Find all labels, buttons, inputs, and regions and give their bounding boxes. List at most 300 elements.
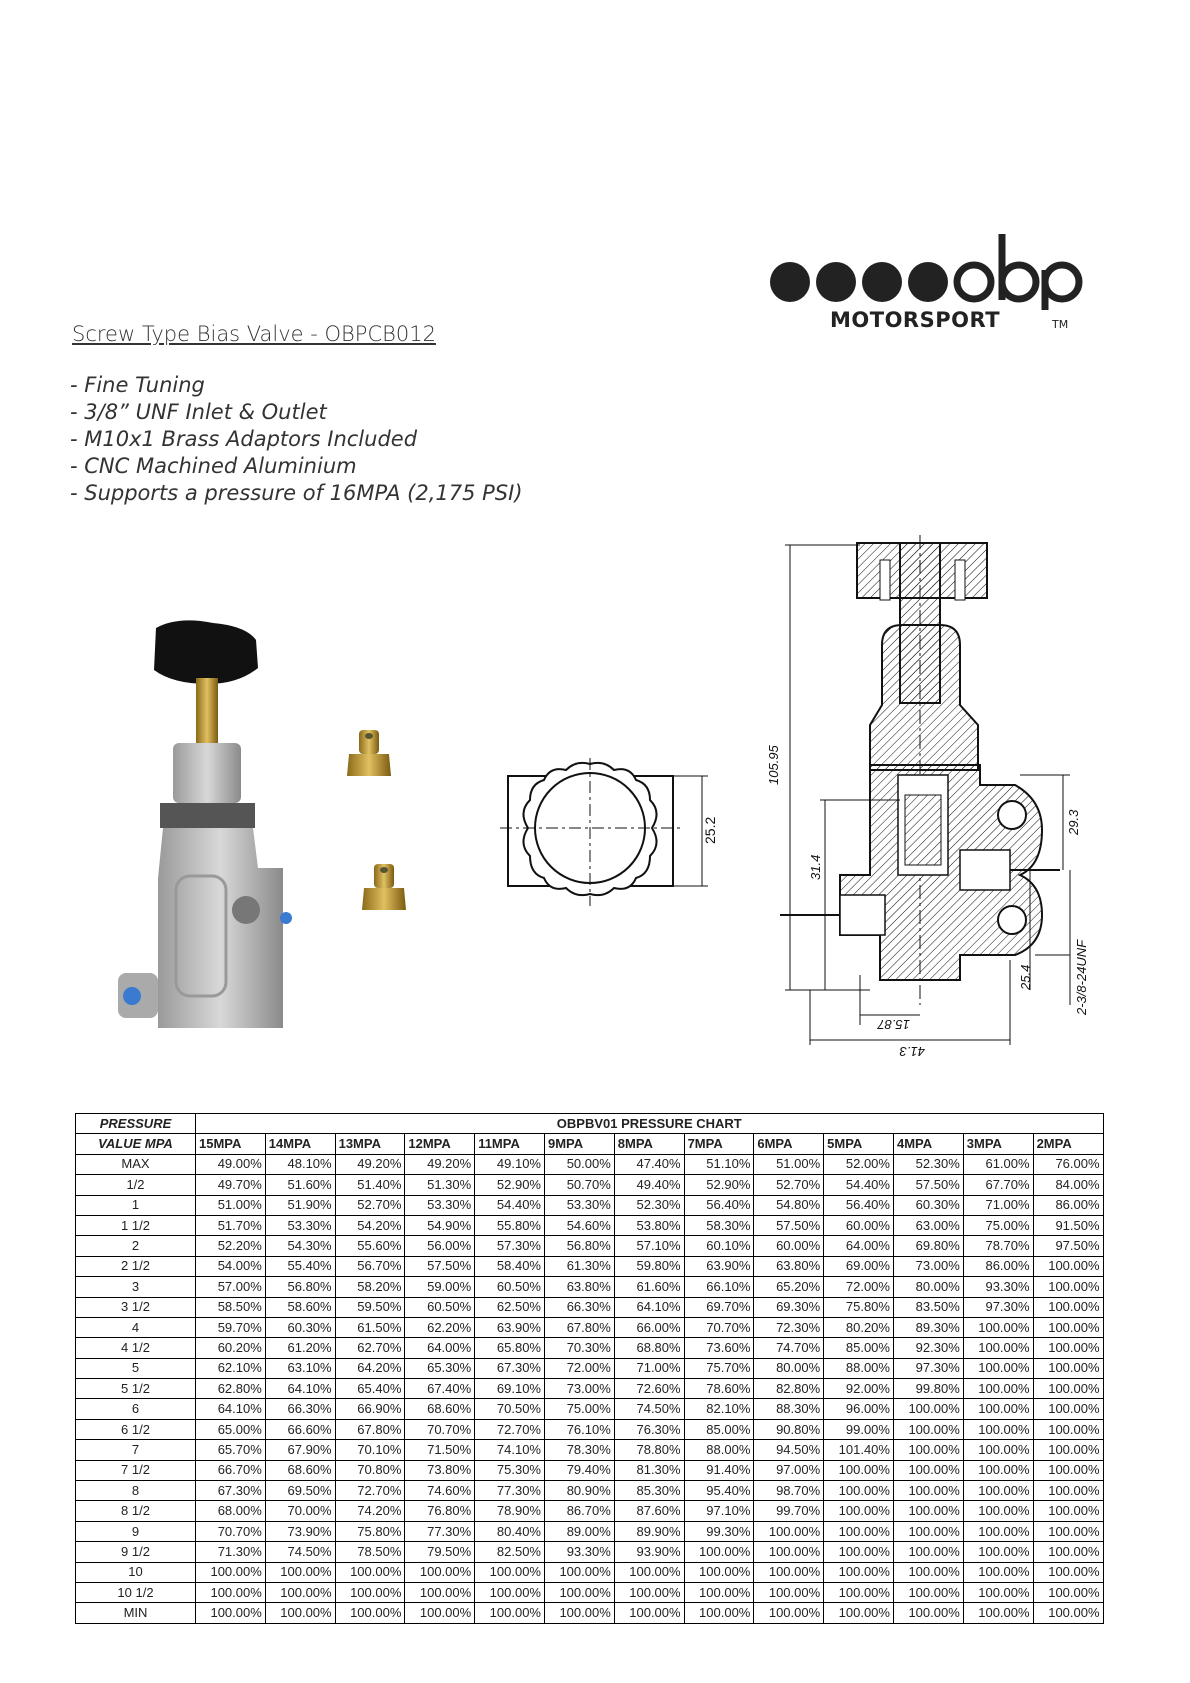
table-cell: 100.00% — [684, 1603, 754, 1623]
table-row — [76, 1399, 1104, 1419]
table-cell: 74.20% — [335, 1501, 405, 1521]
table-cell: 77.30% — [405, 1521, 475, 1541]
table-cell: 89.00% — [544, 1521, 614, 1541]
brass-adaptor-1 — [345, 728, 393, 788]
table-cell: 60.20% — [196, 1338, 266, 1358]
table-row — [76, 1338, 1104, 1358]
table-cell: 97.30% — [963, 1297, 1033, 1317]
table-cell: 88.00% — [824, 1358, 894, 1378]
table-cell: 90.80% — [754, 1419, 824, 1439]
table-cell: 68.00% — [196, 1501, 266, 1521]
table-cell: 100.00% — [824, 1603, 894, 1623]
row-label: 5 — [76, 1358, 196, 1378]
table-cell: 69.10% — [475, 1379, 545, 1399]
table-cell: 100.00% — [963, 1317, 1033, 1337]
table-cell: 65.00% — [196, 1419, 266, 1439]
table-cell: 100.00% — [1033, 1277, 1103, 1297]
table-cell: 69.50% — [265, 1481, 335, 1501]
table-cell: 81.30% — [614, 1460, 684, 1480]
row-label: 6 1/2 — [76, 1419, 196, 1439]
table-cell: 100.00% — [1033, 1256, 1103, 1276]
logo-subtitle: MOTORSPORT — [830, 308, 1001, 332]
table-cell: 49.70% — [196, 1175, 266, 1195]
table-cell: 58.40% — [475, 1256, 545, 1276]
table-cell: 100.00% — [893, 1481, 963, 1501]
table-cell: 75.80% — [824, 1297, 894, 1317]
table-cell: 51.10% — [684, 1154, 754, 1174]
row-label: 8 1/2 — [76, 1501, 196, 1521]
feature-item: - CNC Machined Aluminium — [70, 454, 357, 478]
table-cell: 100.00% — [196, 1582, 266, 1602]
table-cell: 70.50% — [475, 1399, 545, 1419]
thread-spec-label: 2-3/8-24UNF — [1074, 939, 1089, 1015]
dimension-label: 25.2 — [702, 816, 718, 844]
table-cell: 80.20% — [824, 1317, 894, 1337]
table-cell: 76.30% — [614, 1419, 684, 1439]
table-cell: 100.00% — [544, 1562, 614, 1582]
table-row — [76, 1603, 1104, 1623]
table-cell: 48.10% — [265, 1154, 335, 1174]
table-cell: 63.90% — [475, 1317, 545, 1337]
table-cell: 76.00% — [1033, 1154, 1103, 1174]
table-cell: 55.40% — [265, 1256, 335, 1276]
table-row — [76, 1236, 1104, 1256]
table-row — [76, 1379, 1104, 1399]
column-header: 13MPA — [335, 1134, 405, 1154]
table-cell: 62.70% — [335, 1338, 405, 1358]
table-cell: 100.00% — [1033, 1399, 1103, 1419]
table-cell: 86.00% — [963, 1256, 1033, 1276]
table-cell: 100.00% — [754, 1542, 824, 1562]
table-cell: 100.00% — [963, 1399, 1033, 1419]
table-cell: 76.80% — [405, 1501, 475, 1521]
row-label: 7 1/2 — [76, 1460, 196, 1480]
table-cell: 100.00% — [963, 1460, 1033, 1480]
table-cell: 62.80% — [196, 1379, 266, 1399]
table-cell: 53.30% — [405, 1195, 475, 1215]
table-cell: 74.10% — [475, 1440, 545, 1460]
table-cell: 79.40% — [544, 1460, 614, 1480]
table-cell: 66.30% — [544, 1297, 614, 1317]
table-cell: 61.50% — [335, 1317, 405, 1337]
feature-item: - Supports a pressure of 16MPA (2,175 PSI) — [70, 481, 523, 505]
table-cell: 100.00% — [824, 1501, 894, 1521]
table-cell: 67.40% — [405, 1379, 475, 1399]
table-cell: 100.00% — [265, 1603, 335, 1623]
row-label: 2 — [76, 1236, 196, 1256]
table-cell: 93.90% — [614, 1542, 684, 1562]
table-cell: 97.50% — [1033, 1236, 1103, 1256]
table-row — [76, 1215, 1104, 1235]
table-cell: 100.00% — [824, 1562, 894, 1582]
feature-item: - M10x1 Brass Adaptors Included — [70, 427, 418, 451]
table-cell: 60.30% — [893, 1195, 963, 1215]
table-cell: 100.00% — [1033, 1481, 1103, 1501]
table-cell: 77.30% — [475, 1481, 545, 1501]
table-cell: 100.00% — [963, 1562, 1033, 1582]
table-cell: 66.10% — [684, 1277, 754, 1297]
table-cell: 59.50% — [335, 1297, 405, 1317]
table-cell: 80.90% — [544, 1481, 614, 1501]
table-cell: 63.90% — [684, 1256, 754, 1276]
table-cell: 67.80% — [544, 1317, 614, 1337]
table-cell: 100.00% — [754, 1562, 824, 1582]
table-cell: 100.00% — [824, 1521, 894, 1541]
table-cell: 53.80% — [614, 1215, 684, 1235]
table-cell: 75.00% — [963, 1215, 1033, 1235]
table-cell: 62.10% — [196, 1358, 266, 1378]
table-cell: 70.80% — [335, 1460, 405, 1480]
table-cell: 58.60% — [265, 1297, 335, 1317]
table-cell: 64.00% — [405, 1338, 475, 1358]
column-header: 4MPA — [893, 1134, 963, 1154]
table-cell: 67.80% — [335, 1419, 405, 1439]
table-cell: 95.40% — [684, 1481, 754, 1501]
table-cell: 100.00% — [1033, 1338, 1103, 1358]
table-cell: 68.80% — [614, 1338, 684, 1358]
table-cell: 69.30% — [754, 1297, 824, 1317]
table-cell: 100.00% — [335, 1603, 405, 1623]
table-cell: 66.60% — [265, 1419, 335, 1439]
table-row — [76, 1256, 1104, 1276]
top-view-drawing — [490, 758, 740, 908]
table-cell: 84.00% — [1033, 1175, 1103, 1195]
table-cell: 100.00% — [963, 1379, 1033, 1399]
table-cell: 78.50% — [335, 1542, 405, 1562]
table-cell: 100.00% — [1033, 1379, 1103, 1399]
row-label: 1/2 — [76, 1175, 196, 1195]
table-cell: 94.50% — [754, 1440, 824, 1460]
table-cell: 51.70% — [196, 1215, 266, 1235]
table-cell: 58.30% — [684, 1215, 754, 1235]
table-cell: 60.00% — [754, 1236, 824, 1256]
row-label: 10 — [76, 1562, 196, 1582]
table-cell: 100.00% — [1033, 1440, 1103, 1460]
table-cell: 58.20% — [335, 1277, 405, 1297]
table-cell: 76.10% — [544, 1419, 614, 1439]
table-cell: 100.00% — [893, 1562, 963, 1582]
table-cell: 64.20% — [335, 1358, 405, 1378]
table-cell: 100.00% — [1033, 1297, 1103, 1317]
table-cell: 100.00% — [893, 1399, 963, 1419]
table-cell: 54.20% — [335, 1215, 405, 1235]
table-cell: 78.60% — [684, 1379, 754, 1399]
table-cell: 92.30% — [893, 1338, 963, 1358]
table-cell: 56.80% — [265, 1277, 335, 1297]
table-cell: 82.50% — [475, 1542, 545, 1562]
column-header: 11MPA — [475, 1134, 545, 1154]
table-cell: 100.00% — [265, 1562, 335, 1582]
row-label: 5 1/2 — [76, 1379, 196, 1399]
column-header: 6MPA — [754, 1134, 824, 1154]
table-cell: 59.00% — [405, 1277, 475, 1297]
table-cell: 100.00% — [1033, 1521, 1103, 1541]
row-label: MAX — [76, 1154, 196, 1174]
table-cell: 100.00% — [754, 1521, 824, 1541]
row-label: 10 1/2 — [76, 1582, 196, 1602]
table-cell: 96.00% — [824, 1399, 894, 1419]
table-cell: 100.00% — [963, 1521, 1033, 1541]
table-cell: 70.00% — [265, 1501, 335, 1521]
column-header: 3MPA — [963, 1134, 1033, 1154]
table-cell: 66.00% — [614, 1317, 684, 1337]
row-label: 1 — [76, 1195, 196, 1215]
table-cell: 56.40% — [684, 1195, 754, 1215]
dimension-label: 41.3 — [899, 1044, 925, 1059]
table-row — [76, 1175, 1104, 1195]
table-cell: 70.70% — [405, 1419, 475, 1439]
table-row — [76, 1154, 1104, 1174]
column-header: 8MPA — [614, 1134, 684, 1154]
table-cell: 100.00% — [335, 1582, 405, 1602]
table-cell: 49.20% — [405, 1154, 475, 1174]
dimension-label: 15.87 — [877, 1017, 910, 1032]
table-cell: 52.90% — [684, 1175, 754, 1195]
pressure-chart-table — [75, 1113, 1104, 1624]
table-cell: 51.00% — [196, 1195, 266, 1215]
table-cell: 68.60% — [405, 1399, 475, 1419]
table-cell: 62.50% — [475, 1297, 545, 1317]
table-cell: 67.30% — [475, 1358, 545, 1378]
table-cell: 100.00% — [963, 1338, 1033, 1358]
table-row — [76, 1358, 1104, 1378]
table-cell: 100.00% — [684, 1582, 754, 1602]
table-cell: 100.00% — [1033, 1582, 1103, 1602]
table-cell: 64.10% — [196, 1399, 266, 1419]
table-cell: 54.40% — [824, 1175, 894, 1195]
table-cell: 59.80% — [614, 1256, 684, 1276]
table-cell: 67.30% — [196, 1481, 266, 1501]
table-cell: 51.30% — [405, 1175, 475, 1195]
table-cell: 100.00% — [963, 1542, 1033, 1562]
table-cell: 53.30% — [265, 1215, 335, 1235]
table-cell: 80.00% — [893, 1277, 963, 1297]
table-cell: 74.50% — [265, 1542, 335, 1562]
table-cell: 100.00% — [893, 1603, 963, 1623]
table-cell: 52.00% — [824, 1154, 894, 1174]
table-cell: 54.40% — [475, 1195, 545, 1215]
table-cell: 100.00% — [335, 1562, 405, 1582]
table-title-row — [76, 1114, 1104, 1134]
table-cell: 54.00% — [196, 1256, 266, 1276]
table-cell: 80.00% — [754, 1358, 824, 1378]
dimension-label: 25.4 — [1018, 964, 1033, 990]
brand-logo — [770, 230, 1090, 340]
table-cell: 83.50% — [893, 1297, 963, 1317]
table-cell: 57.00% — [196, 1277, 266, 1297]
table-cell: 85.00% — [684, 1419, 754, 1439]
table-cell: 72.60% — [614, 1379, 684, 1399]
table-cell: 100.00% — [824, 1481, 894, 1501]
table-cell: 60.00% — [824, 1215, 894, 1235]
table-cell: 93.30% — [963, 1277, 1033, 1297]
header-pressure-label: PRESSURE — [76, 1114, 196, 1134]
table-cell: 49.20% — [335, 1154, 405, 1174]
table-cell: 61.20% — [265, 1338, 335, 1358]
table-cell: 99.00% — [824, 1419, 894, 1439]
table-cell: 51.90% — [265, 1195, 335, 1215]
table-cell: 100.00% — [1033, 1460, 1103, 1480]
row-label: 1 1/2 — [76, 1215, 196, 1235]
table-cell: 58.50% — [196, 1297, 266, 1317]
table-cell: 74.70% — [754, 1338, 824, 1358]
table-cell: 100.00% — [405, 1603, 475, 1623]
table-cell: 79.50% — [405, 1542, 475, 1562]
table-cell: 75.00% — [544, 1399, 614, 1419]
table-cell: 75.80% — [335, 1521, 405, 1541]
table-cell: 65.20% — [754, 1277, 824, 1297]
row-label: 4 1/2 — [76, 1338, 196, 1358]
table-cell: 52.20% — [196, 1236, 266, 1256]
table-cell: 54.60% — [544, 1215, 614, 1235]
table-cell: 73.00% — [544, 1379, 614, 1399]
table-cell: 50.70% — [544, 1175, 614, 1195]
table-cell: 57.50% — [405, 1256, 475, 1276]
table-cell: 72.00% — [544, 1358, 614, 1378]
table-cell: 56.40% — [824, 1195, 894, 1215]
table-cell: 49.10% — [475, 1154, 545, 1174]
table-cell: 75.70% — [684, 1358, 754, 1378]
table-cell: 56.00% — [405, 1236, 475, 1256]
table-cell: 100.00% — [963, 1481, 1033, 1501]
table-row — [76, 1460, 1104, 1480]
table-cell: 67.90% — [265, 1440, 335, 1460]
table-cell: 100.00% — [614, 1562, 684, 1582]
logo-mark — [770, 230, 1090, 310]
table-row — [76, 1195, 1104, 1215]
table-cell: 100.00% — [1033, 1501, 1103, 1521]
table-cell: 100.00% — [893, 1521, 963, 1541]
table-title: OBPBV01 PRESSURE CHART — [196, 1114, 1104, 1134]
table-cell: 100.00% — [824, 1582, 894, 1602]
table-cell: 100.00% — [1033, 1562, 1103, 1582]
table-cell: 64.10% — [614, 1297, 684, 1317]
table-cell: 63.80% — [754, 1256, 824, 1276]
table-cell: 54.80% — [754, 1195, 824, 1215]
table-cell: 100.00% — [963, 1582, 1033, 1602]
table-cell: 57.10% — [614, 1236, 684, 1256]
table-cell: 100.00% — [475, 1603, 545, 1623]
table-cell: 100.00% — [544, 1603, 614, 1623]
table-cell: 87.60% — [614, 1501, 684, 1521]
table-cell: 100.00% — [1033, 1542, 1103, 1562]
row-label: 9 — [76, 1521, 196, 1541]
table-cell: 72.30% — [754, 1317, 824, 1337]
table-cell: 69.80% — [893, 1236, 963, 1256]
table-cell: 66.70% — [196, 1460, 266, 1480]
table-cell: 65.80% — [475, 1338, 545, 1358]
table-cell: 60.30% — [265, 1317, 335, 1337]
table-cell: 86.00% — [1033, 1195, 1103, 1215]
table-cell: 54.30% — [265, 1236, 335, 1256]
table-cell: 100.00% — [893, 1501, 963, 1521]
table-cell: 89.90% — [614, 1521, 684, 1541]
table-cell: 100.00% — [614, 1582, 684, 1602]
table-cell: 100.00% — [893, 1440, 963, 1460]
row-label: 8 — [76, 1481, 196, 1501]
table-cell: 72.70% — [475, 1419, 545, 1439]
table-cell: 100.00% — [1033, 1358, 1103, 1378]
table-row — [76, 1481, 1104, 1501]
table-cell: 52.90% — [475, 1175, 545, 1195]
dimension-label: 31.4 — [808, 854, 823, 880]
table-body — [76, 1154, 1104, 1623]
table-column-header-row — [76, 1134, 1104, 1154]
table-cell: 59.70% — [196, 1317, 266, 1337]
table-cell: 52.70% — [754, 1175, 824, 1195]
row-label: MIN — [76, 1603, 196, 1623]
table-cell: 100.00% — [475, 1562, 545, 1582]
valve-photo — [118, 618, 298, 1038]
table-cell: 52.30% — [893, 1154, 963, 1174]
table-cell: 100.00% — [963, 1419, 1033, 1439]
row-label: 2 1/2 — [76, 1256, 196, 1276]
column-header: 15MPA — [196, 1134, 266, 1154]
table-cell: 82.10% — [684, 1399, 754, 1419]
table-cell: 99.80% — [893, 1379, 963, 1399]
table-cell: 100.00% — [963, 1440, 1033, 1460]
table-cell: 100.00% — [754, 1603, 824, 1623]
table-row — [76, 1501, 1104, 1521]
table-cell: 65.70% — [196, 1440, 266, 1460]
table-cell: 100.00% — [684, 1542, 754, 1562]
table-cell: 55.60% — [335, 1236, 405, 1256]
table-cell: 49.00% — [196, 1154, 266, 1174]
table-cell: 89.30% — [893, 1317, 963, 1337]
table-cell: 60.50% — [405, 1297, 475, 1317]
row-label: 4 — [76, 1317, 196, 1337]
table-cell: 67.70% — [963, 1175, 1033, 1195]
table-cell: 99.30% — [684, 1521, 754, 1541]
table-cell: 100.00% — [963, 1603, 1033, 1623]
table-cell: 55.80% — [475, 1215, 545, 1235]
table-cell: 100.00% — [544, 1582, 614, 1602]
table-cell: 51.00% — [754, 1154, 824, 1174]
table-cell: 70.70% — [196, 1521, 266, 1541]
table-row — [76, 1440, 1104, 1460]
table-cell: 100.00% — [893, 1460, 963, 1480]
table-cell: 91.50% — [1033, 1215, 1103, 1235]
table-cell: 101.40% — [824, 1440, 894, 1460]
feature-item: - Fine Tuning — [70, 373, 205, 397]
feature-item: - 3/8” UNF Inlet & Outlet — [70, 400, 327, 424]
table-cell: 85.00% — [824, 1338, 894, 1358]
table-cell: 73.00% — [893, 1256, 963, 1276]
table-cell: 65.40% — [335, 1379, 405, 1399]
table-cell: 78.70% — [963, 1236, 1033, 1256]
table-cell: 100.00% — [893, 1542, 963, 1562]
table-cell: 100.00% — [405, 1562, 475, 1582]
table-cell: 85.30% — [614, 1481, 684, 1501]
table-row — [76, 1582, 1104, 1602]
row-label: 3 — [76, 1277, 196, 1297]
table-cell: 71.50% — [405, 1440, 475, 1460]
table-cell: 100.00% — [824, 1460, 894, 1480]
table-cell: 73.80% — [405, 1460, 475, 1480]
table-cell: 100.00% — [893, 1582, 963, 1602]
table-cell: 78.80% — [614, 1440, 684, 1460]
table-cell: 63.00% — [893, 1215, 963, 1235]
product-title: Screw Type Bias Valve - OBPCB012 — [72, 322, 436, 346]
row-label: 7 — [76, 1440, 196, 1460]
table-cell: 100.00% — [893, 1419, 963, 1439]
table-cell: 72.70% — [335, 1481, 405, 1501]
table-cell: 62.20% — [405, 1317, 475, 1337]
table-row — [76, 1562, 1104, 1582]
table-cell: 61.30% — [544, 1256, 614, 1276]
table-cell: 64.10% — [265, 1379, 335, 1399]
table-cell: 56.70% — [335, 1256, 405, 1276]
